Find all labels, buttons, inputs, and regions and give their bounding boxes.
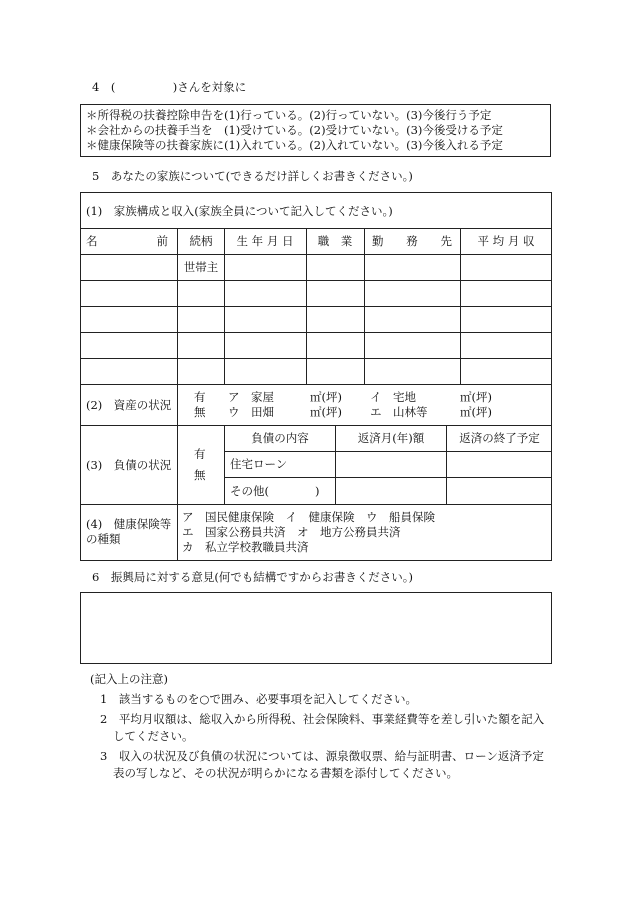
table-hline: [80, 504, 552, 505]
header-work-a: 勤: [372, 234, 384, 248]
table-hline: [80, 306, 552, 307]
debts-col-repay: 返済月(年)額: [357, 431, 425, 445]
debts-col-content: 負債の内容: [251, 431, 309, 445]
header-work-b: 務: [406, 234, 418, 248]
table-vline: [364, 228, 365, 384]
asset-house: ア 家屋: [228, 390, 274, 404]
asset-field-unit: ㎡(坪): [310, 405, 342, 419]
note-1: 1 該当するものを○で囲み、必要事項を記入してください。: [100, 692, 418, 706]
insurance-label-b: の種類: [86, 532, 121, 546]
table-hline: [80, 425, 552, 426]
debts-row-housing-loan: 住宅ローン: [230, 457, 288, 471]
debts-no[interactable]: 無: [194, 468, 206, 482]
header-name-b: 前: [156, 234, 168, 248]
asset-forest: エ 山林等: [370, 405, 428, 419]
asset-field: ウ 田畑: [228, 405, 274, 419]
header-job: 職 業: [317, 234, 353, 248]
header-name: [86, 234, 168, 249]
debts-col-end: 返済の終了予定: [459, 431, 540, 445]
asset-land-unit: ㎡(坪): [460, 390, 492, 404]
family-label: (1) 家族構成と収入(家族全員について記入してください。): [86, 204, 393, 218]
table-hline: [80, 332, 552, 333]
table-vline: [306, 228, 307, 384]
assets-yes[interactable]: 有: [194, 390, 206, 404]
table-vline: [177, 384, 178, 561]
section4-line-1[interactable]: ＊所得税の扶養控除申告を(1)行っている。(2)行っていない。(3)今後行う予定: [86, 108, 492, 122]
table-hline: [80, 358, 552, 359]
table-hline: [224, 477, 552, 478]
debts-yes[interactable]: 有: [194, 447, 206, 461]
header-work-c: 先: [440, 234, 452, 248]
assets-no[interactable]: 無: [194, 405, 206, 419]
debts-row-other: その他( ): [230, 484, 320, 498]
asset-house-unit: ㎡(坪): [310, 390, 342, 404]
section6-title: 6 振興局に対する意見(何でも結構ですからお書きください。): [92, 570, 414, 584]
section4-title: 4 ( )さんを対象に: [92, 80, 247, 94]
section5-title: 5 あなたの家族について(できるだけ詳しくお書きください。): [92, 169, 413, 183]
table-hline: [80, 384, 552, 385]
note-3a: 3 収入の状況及び負債の状況については、源泉徴収票、給与証明書、ローン返済予定: [100, 749, 544, 763]
header-relation: 続柄: [189, 234, 213, 248]
table-hline: [224, 451, 552, 452]
section4-line-2[interactable]: ＊会社からの扶養手当を (1)受けている。(2)受けていない。(3)今後受ける予定: [86, 123, 503, 137]
note-3b: 表の写しなど、その状況が明らかになる書類を添付してください。: [113, 766, 458, 780]
asset-forest-unit: ㎡(坪): [460, 405, 492, 419]
header-birth: 生 年 月 日: [236, 234, 294, 248]
table-vline: [224, 228, 225, 384]
insurance-line-3[interactable]: カ 私立学校教職員共済: [182, 540, 309, 554]
table-vline: [335, 425, 336, 504]
header-name-a: 名: [86, 234, 98, 248]
table-hline: [80, 280, 552, 281]
asset-land: イ 宅地: [370, 390, 416, 404]
section4-line-3[interactable]: ＊健康保険等の扶養家族に(1)入れている。(2)入れていない。(3)今後入れる予定: [86, 138, 503, 152]
table-vline: [224, 425, 225, 504]
table-hline: [80, 254, 552, 255]
notes-title: (記入上の注意): [90, 672, 168, 686]
insurance-line-1[interactable]: ア 国民健康保険 イ 健康保険 ウ 船員保険: [182, 510, 435, 524]
debts-label: (3) 負債の状況: [86, 458, 172, 472]
header-work: [372, 234, 452, 249]
header-income: 平 均 月 収: [477, 234, 535, 248]
note-2b: してください。: [113, 729, 194, 743]
assets-label: (2) 資産の状況: [86, 398, 172, 412]
insurance-label-a: (4) 健康保険等: [86, 517, 172, 531]
note-2a: 2 平均月収額は、総収入から所得税、社会保険料、事業経費等を差し引いた額を記入: [100, 712, 545, 726]
table-vline: [177, 228, 178, 384]
table-hline: [80, 228, 552, 229]
table-vline: [446, 425, 447, 504]
head-of-household: 世帯主: [183, 260, 219, 274]
insurance-line-2[interactable]: エ 国家公務員共済 オ 地方公務員共済: [182, 525, 401, 539]
table-vline: [460, 228, 461, 384]
opinion-textbox[interactable]: [80, 592, 552, 664]
